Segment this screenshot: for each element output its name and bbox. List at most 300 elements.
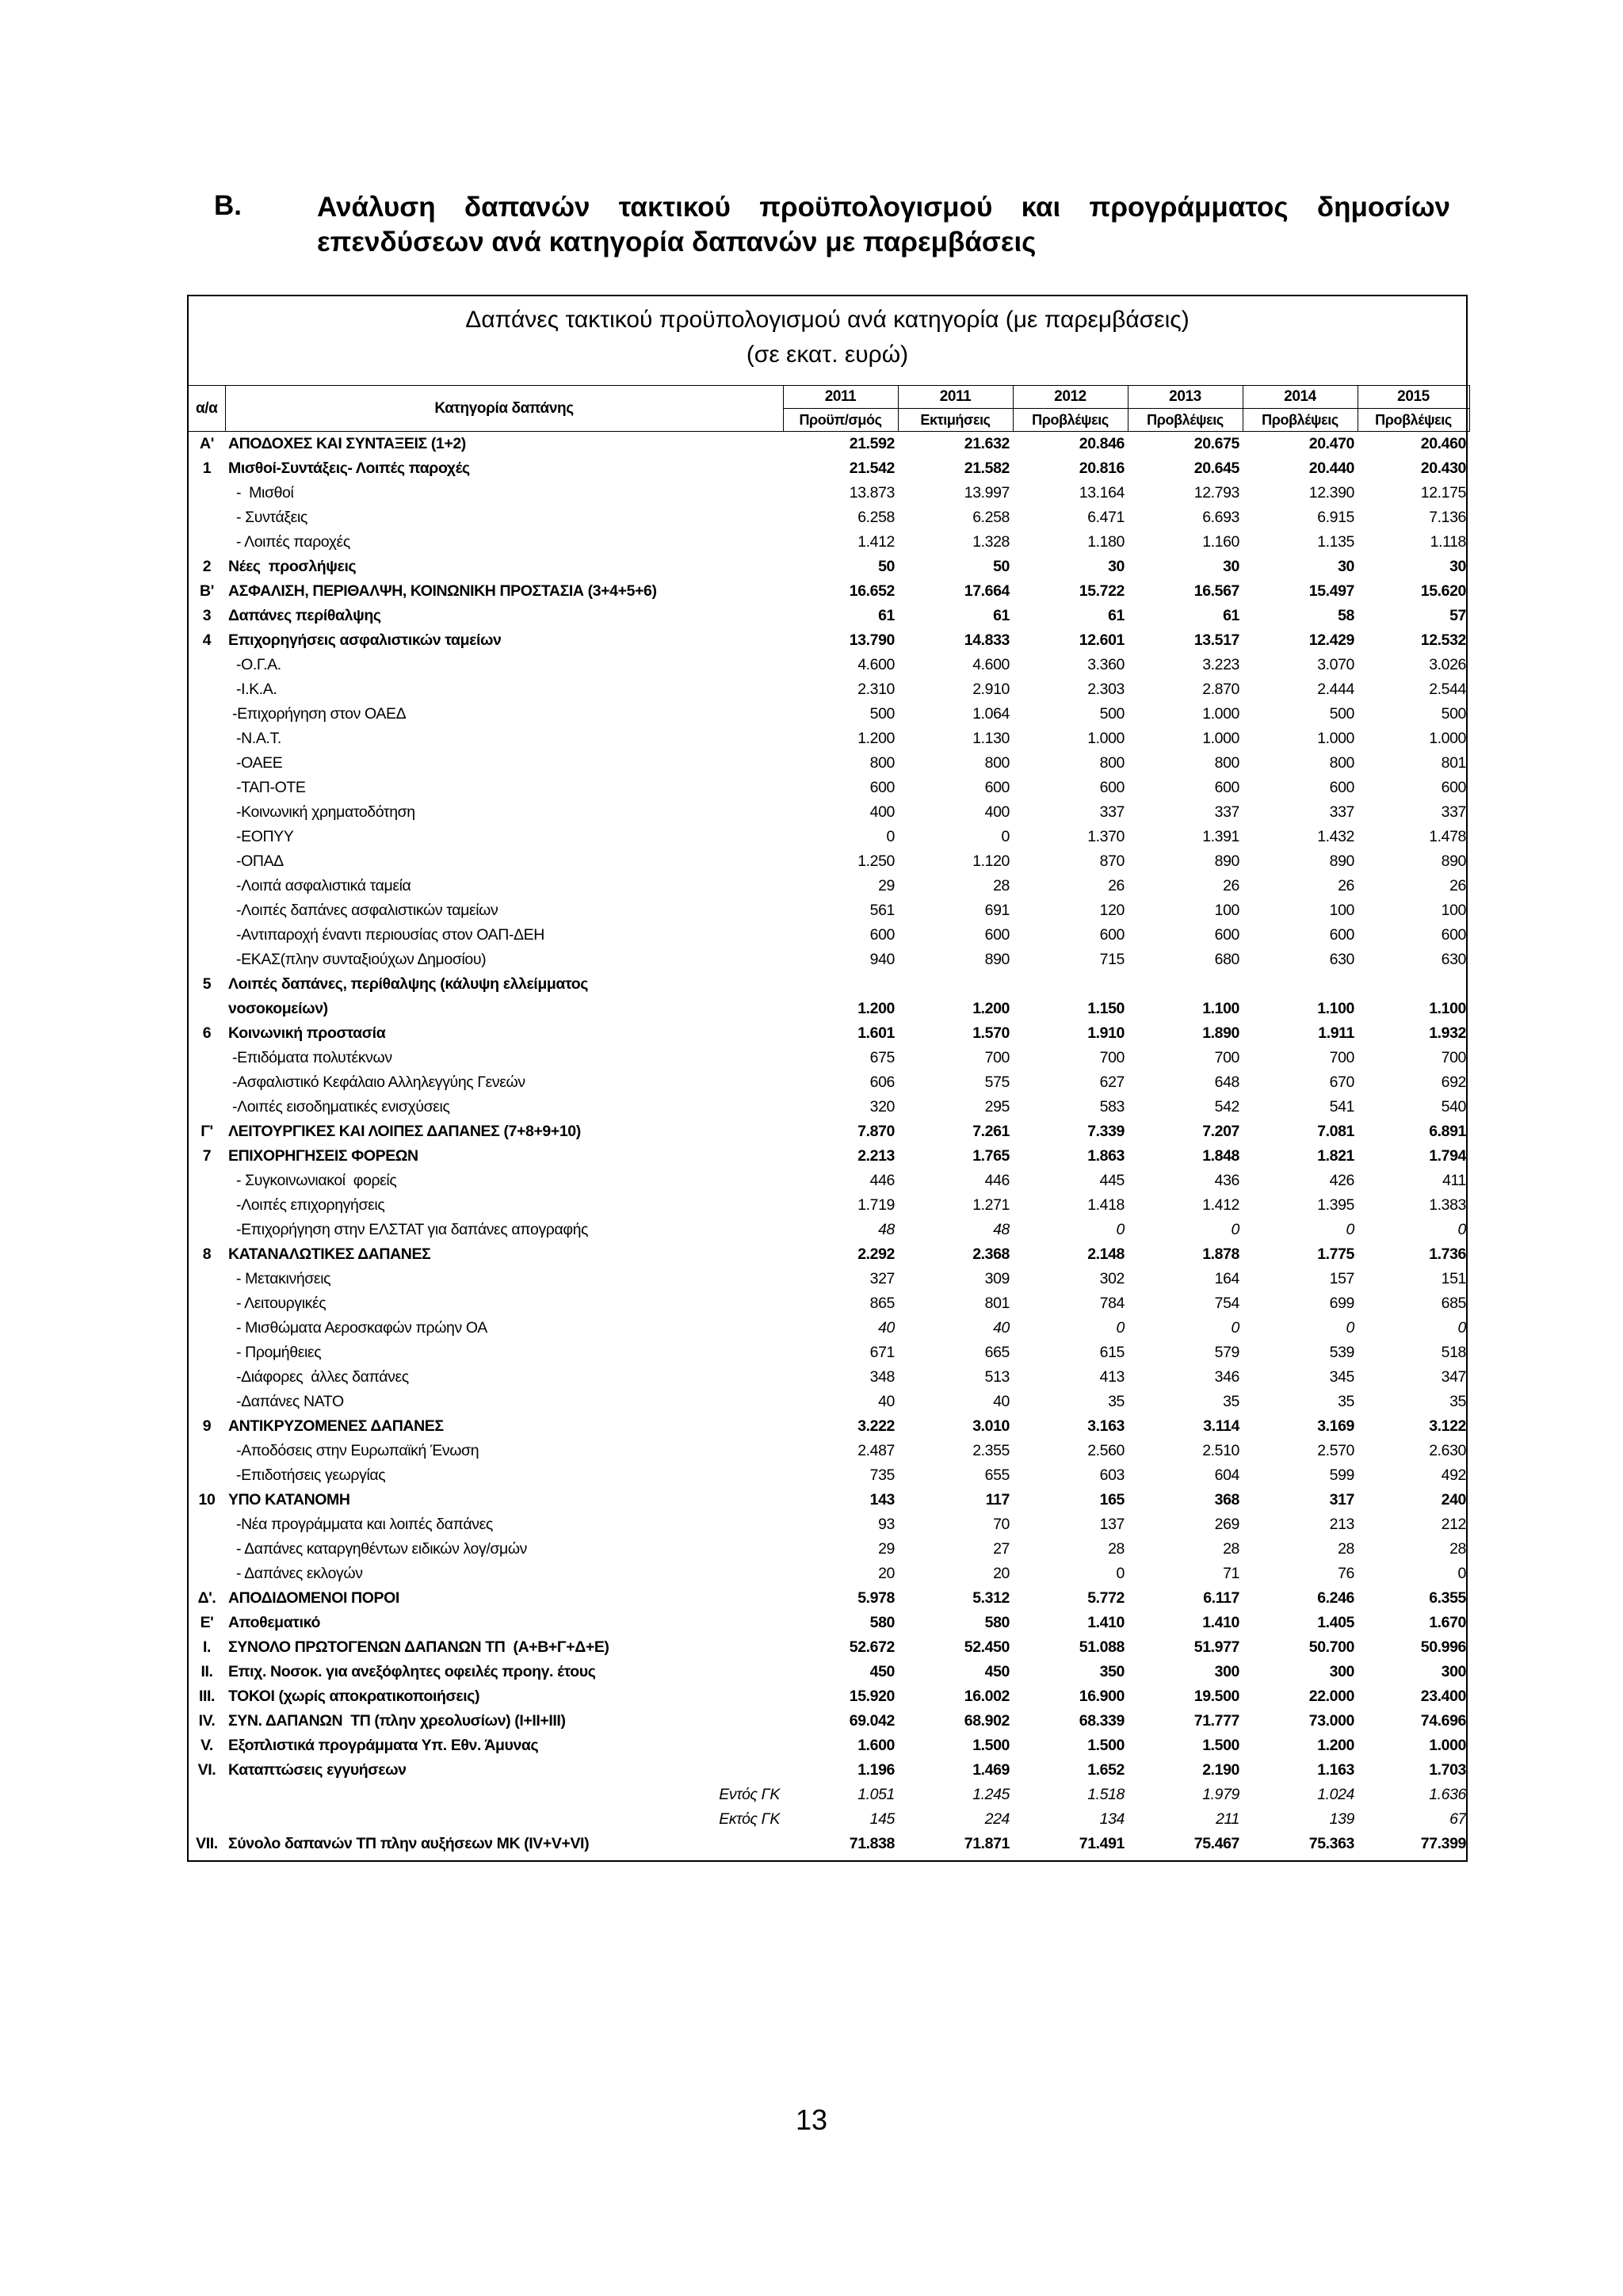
cell-value: 735 [869, 1466, 895, 1484]
cell-value: 604 [1214, 1466, 1239, 1484]
cell-value: 1.500 [1087, 1737, 1125, 1754]
table-row [189, 727, 1469, 751]
cell-value: 337 [1099, 803, 1125, 821]
cell-value: 16.652 [849, 582, 895, 600]
table-row [189, 1512, 1469, 1537]
cell-value: 400 [984, 803, 1010, 821]
row-label: - Μισθοί [228, 484, 294, 502]
cell-value: 51.088 [1079, 1638, 1125, 1656]
cell-value: 4.600 [972, 656, 1010, 673]
cell-value: 1.100 [1429, 1000, 1466, 1017]
cell-value: 411 [1442, 1172, 1466, 1189]
cell-value: 1.719 [857, 1196, 895, 1214]
cell-value: 5.312 [972, 1589, 1010, 1607]
cell-value: 26 [1108, 877, 1125, 894]
row-code [189, 1218, 225, 1242]
table-row [189, 1365, 1469, 1390]
cell-value: 446 [869, 1172, 895, 1189]
cell-value: 30 [1449, 558, 1466, 575]
row-code: 1 [202, 460, 212, 477]
table-title [189, 296, 1466, 372]
cell-value: 599 [1329, 1466, 1354, 1484]
cell-value: 76 [1338, 1565, 1354, 1582]
cell-value: 630 [1329, 951, 1354, 968]
col-header-code: α/α [189, 386, 225, 432]
cell-value: 30 [1223, 558, 1239, 575]
table-row [189, 751, 1469, 776]
cell-value: 100 [1329, 902, 1354, 919]
cell-value: 561 [869, 902, 895, 919]
cell-value: 665 [984, 1344, 1010, 1361]
cell-value: 1.024 [1317, 1786, 1354, 1803]
cell-value: 600 [984, 779, 1010, 796]
cell-value: 7.207 [1202, 1123, 1239, 1140]
table-row [189, 1463, 1469, 1488]
cell-value: 600 [1441, 779, 1466, 796]
row-label: ΑΠΟΔΟΧΕΣ ΚΑΙ ΣΥΝΤΑΞΕΙΣ (1+2) [228, 435, 466, 452]
cell-value: 164 [1214, 1270, 1239, 1287]
cell-value: 500 [1329, 705, 1354, 723]
cell-value: 600 [1099, 779, 1125, 796]
row-code [189, 1169, 225, 1193]
col-header-year: 2011 [898, 386, 1013, 409]
cell-value: 2.910 [972, 681, 1010, 698]
row-label: Μισθοί-Συντάξεις- Λοιπές παροχές [228, 460, 470, 477]
cell-value: 120 [1099, 902, 1125, 919]
cell-value: 413 [1099, 1368, 1125, 1386]
cell-value: 1.120 [972, 852, 1010, 870]
cell-value: 1.200 [1317, 1737, 1354, 1754]
table-row [189, 1414, 1469, 1439]
cell-value: 0 [886, 828, 895, 845]
cell-value: 513 [984, 1368, 1010, 1386]
cell-value: 30 [1108, 558, 1125, 575]
cell-value: 1.391 [1202, 828, 1239, 845]
cell-value: 2.487 [857, 1442, 895, 1459]
row-label: -Λοιπά ασφαλιστικά ταμεία [228, 877, 411, 894]
row-label: Εντός ΓΚ [719, 1786, 780, 1803]
cell-value: 93 [878, 1516, 895, 1533]
cell-value: 7.261 [972, 1123, 1010, 1140]
row-code [189, 1046, 225, 1070]
cell-value: 630 [1441, 951, 1466, 968]
cell-value: 0 [1116, 1221, 1125, 1238]
cell-value: 1.601 [857, 1024, 895, 1042]
row-label: -Ο.Γ.Α. [228, 656, 281, 673]
cell-value: 16.900 [1079, 1688, 1125, 1705]
cell-value: 1.670 [1429, 1614, 1466, 1631]
cell-value: 3.070 [1317, 656, 1354, 673]
cell-value: 28 [1223, 1540, 1239, 1558]
col-header-type: Προβλέψεις [1358, 409, 1469, 432]
cell-value: 337 [1329, 803, 1354, 821]
row-label: ΣΥΝ. ΔΑΠΑΝΩΝ ΤΠ (πλην χρεολυσίων) (Ι+ΙΙ+ΙΙΙ) [228, 1712, 566, 1730]
table-row [189, 628, 1469, 653]
cell-value: 450 [984, 1663, 1010, 1680]
row-label: Αποθεματικό [228, 1614, 320, 1631]
cell-value: 15.722 [1079, 582, 1125, 600]
row-code [189, 1537, 225, 1562]
row-label: ΑΣΦΑΛΙΣΗ, ΠΕΡΙΘΑΛΨΗ, ΚΟΙΝΩΝΙΚΗ ΠΡΟΣΤΑΣΙΑ (3+4+5+6) [228, 582, 657, 600]
cell-value: 20.675 [1193, 435, 1239, 452]
col-header-type: Εκτιμήσεις [898, 409, 1013, 432]
table-row [189, 530, 1469, 555]
row-label: -Κοινωνική χρηματοδότηση [228, 803, 415, 821]
cell-value: 1.469 [972, 1761, 1010, 1779]
table-row [189, 849, 1469, 874]
cell-value: 1.370 [1087, 828, 1125, 845]
cell-value: 269 [1214, 1516, 1239, 1533]
cell-value: 17.664 [964, 582, 1010, 600]
cell-value: 2.303 [1087, 681, 1125, 698]
cell-value: 1.051 [857, 1786, 895, 1803]
cell-value: 28 [1338, 1540, 1354, 1558]
table-row [189, 1291, 1469, 1316]
table-title-line1: Δαπάνες τακτικού προϋπολογισμού ανά κατηγορία (με παρεμβάσεις) [465, 307, 1190, 333]
cell-value: 68.339 [1079, 1712, 1125, 1730]
row-label: Νέες προσλήψεις [228, 558, 357, 575]
table-row [189, 1144, 1469, 1169]
cell-value: 579 [1214, 1344, 1239, 1361]
row-code: V. [200, 1737, 213, 1754]
cell-value: 500 [1441, 705, 1466, 723]
cell-value: 48 [878, 1221, 895, 1238]
cell-value: 600 [984, 926, 1010, 944]
table-row [189, 505, 1469, 530]
row-code [189, 702, 225, 727]
row-label: ΛΕΙΤΟΥΡΓΙΚΕΣ ΚΑΙ ΛΟΙΠΕΣ ΔΑΠΑΝΕΣ (7+8+9+10) [228, 1123, 581, 1140]
cell-value: 600 [1214, 926, 1239, 944]
cell-value: 606 [869, 1074, 895, 1091]
row-code [189, 1316, 225, 1341]
cell-value: 1.500 [1202, 1737, 1239, 1754]
cell-value: 1.100 [1317, 1000, 1354, 1017]
row-code [189, 677, 225, 702]
cell-value: 77.399 [1420, 1835, 1466, 1852]
cell-value: 50 [993, 558, 1010, 575]
cell-value: 21.592 [849, 435, 895, 452]
cell-value: 1.600 [857, 1737, 895, 1754]
row-label: -Λοιπές εισοδηματικές ενισχύσεις [228, 1098, 450, 1116]
cell-value: 600 [1099, 926, 1125, 944]
cell-value: 627 [1099, 1074, 1125, 1091]
cell-value: 6.915 [1317, 509, 1354, 526]
cell-value: 2.190 [1202, 1761, 1239, 1779]
cell-value: 71.871 [964, 1835, 1010, 1852]
cell-value: 3.026 [1429, 656, 1466, 673]
row-label: - Προμήθειες [228, 1344, 322, 1361]
cell-value: 500 [1099, 705, 1125, 723]
row-code [189, 1390, 225, 1414]
cell-value: 3.222 [857, 1417, 895, 1435]
cell-value: 295 [984, 1098, 1010, 1116]
row-code [189, 1463, 225, 1488]
cell-value: 3.114 [1203, 1417, 1239, 1435]
cell-value: 71.777 [1193, 1712, 1239, 1730]
cell-value: 603 [1099, 1466, 1125, 1484]
cell-value: 1.000 [1087, 730, 1125, 747]
cell-value: 6.258 [972, 509, 1010, 526]
table-row [189, 1537, 1469, 1562]
cell-value: 890 [1441, 852, 1466, 870]
cell-value: 542 [1214, 1098, 1239, 1116]
cell-value: 368 [1214, 1491, 1239, 1508]
cell-value: 165 [1099, 1491, 1125, 1508]
table-row [189, 898, 1469, 923]
cell-value: 52.450 [964, 1638, 1010, 1656]
row-label: -ΕΟΠΥΥ [228, 828, 294, 845]
row-label: -Επιχορήγηση στον ΟΑΕΔ [228, 705, 407, 723]
table-row [189, 604, 1469, 628]
section-title: Ανάλυση δαπανών τακτικού προϋπολογισμού και προγράμματος δημοσίων επενδύσεων ανά κατηγορία δαπανών με παρεμβάσεις [317, 192, 1450, 257]
cell-value: 74.696 [1420, 1712, 1466, 1730]
col-header-year: 2014 [1243, 386, 1358, 409]
cell-value: 1.118 [1430, 533, 1466, 551]
row-code [189, 898, 225, 923]
col-header-year: 2011 [783, 386, 898, 409]
row-label: -Ι.Κ.Α. [228, 681, 277, 698]
page-number: 13 [795, 2103, 828, 2136]
cell-value: 22.000 [1308, 1688, 1354, 1705]
cell-value: 240 [1441, 1491, 1466, 1508]
cell-value: 6.693 [1202, 509, 1239, 526]
cell-value: 67 [1449, 1810, 1466, 1828]
row-label: Κοινωνική προστασία [228, 1024, 386, 1042]
cell-value: 600 [1214, 779, 1239, 796]
cell-value: 1.405 [1317, 1614, 1354, 1631]
row-code: 5 [202, 975, 212, 993]
cell-value: 715 [1099, 951, 1125, 968]
cell-value: 600 [1329, 779, 1354, 796]
cell-value: 540 [1441, 1098, 1466, 1116]
row-label: -Αποδόσεις στην Ευρωπαϊκή Ένωση [228, 1442, 479, 1459]
table-title-line2: (σε εκατ. ευρώ) [746, 341, 909, 368]
cell-value: 615 [1099, 1344, 1125, 1361]
cell-value: 1.000 [1429, 1737, 1466, 1754]
row-code: 9 [202, 1417, 212, 1435]
row-code [189, 1070, 225, 1095]
cell-value: 7.339 [1087, 1123, 1125, 1140]
cell-value: 345 [1329, 1368, 1354, 1386]
row-code [189, 948, 225, 972]
cell-value: 6.355 [1429, 1589, 1466, 1607]
row-code: VI. [197, 1761, 216, 1779]
cell-value: 1.163 [1317, 1761, 1354, 1779]
row-code: 6 [202, 1024, 212, 1042]
cell-value: 224 [984, 1810, 1010, 1828]
row-code [189, 849, 225, 874]
cell-value: 35 [1338, 1393, 1354, 1410]
table-row [189, 1070, 1469, 1095]
cell-value: 2.444 [1317, 681, 1354, 698]
cell-value: 4.600 [857, 656, 895, 673]
cell-value: 300 [1214, 1663, 1239, 1680]
row-label: -Λοιπές δαπάνες ασφαλιστικών ταμείων [228, 902, 498, 919]
cell-value: 1.878 [1202, 1245, 1239, 1263]
row-label: Εξοπλιστικά προγράμματα Υπ. Εθν. Άμυνας [228, 1737, 539, 1754]
row-label: - Λοιπές παροχές [228, 533, 350, 551]
row-label: -Λοιπές επιχορηγήσεις [228, 1196, 385, 1214]
row-label: - Συγκοινωνιακοί φορείς [228, 1172, 397, 1189]
cell-value: 213 [1329, 1516, 1354, 1533]
cell-value: 12.532 [1420, 631, 1466, 649]
row-code: Ε' [200, 1614, 214, 1631]
cell-value: 1.245 [972, 1786, 1010, 1803]
cell-value: 71.838 [849, 1835, 895, 1852]
table-row [189, 555, 1469, 579]
table-row [189, 432, 1469, 457]
table-row [189, 1095, 1469, 1119]
cell-value: 539 [1329, 1344, 1354, 1361]
cell-value: 0 [1346, 1221, 1354, 1238]
row-code [189, 1291, 225, 1316]
cell-value: 12.601 [1079, 631, 1125, 649]
cell-value: 13.517 [1193, 631, 1239, 649]
cell-value: 700 [1441, 1049, 1466, 1066]
section-letter: Β. [214, 190, 242, 221]
cell-value: 28 [993, 877, 1010, 894]
col-header-type: Προϋπ/σμός [783, 409, 898, 432]
row-code: VII. [196, 1835, 218, 1852]
cell-value: 20 [993, 1565, 1010, 1582]
row-code [189, 751, 225, 776]
row-code [189, 727, 225, 751]
table-row [189, 825, 1469, 849]
cell-value: 1.328 [972, 533, 1010, 551]
table-row [189, 1267, 1469, 1291]
cell-value: 800 [984, 754, 1010, 772]
cell-value: 29 [878, 877, 895, 894]
row-code: 4 [202, 631, 212, 649]
cell-value: 691 [984, 902, 1010, 919]
cell-value: 450 [869, 1663, 895, 1680]
cell-value: 1.250 [857, 852, 895, 870]
row-code [189, 1267, 225, 1291]
cell-value: 1.890 [1202, 1024, 1239, 1042]
row-label: Λοιπές δαπάνες, περίθαλψης (κάλυψη ελλείμματος [228, 975, 588, 993]
table-row [189, 456, 1469, 481]
cell-value: 492 [1441, 1466, 1466, 1484]
cell-value: 1.652 [1087, 1761, 1125, 1779]
table-row [189, 1709, 1469, 1733]
row-code: ΙΙΙ. [198, 1688, 216, 1705]
cell-value: 700 [1099, 1049, 1125, 1066]
row-label: -ΟΑΕΕ [228, 754, 283, 772]
row-label: ΑΠΟΔΙΔΟΜΕΝΟΙ ΠΟΡΟΙ [228, 1589, 399, 1607]
cell-value: 1.932 [1429, 1024, 1466, 1042]
cell-value: 26 [1338, 877, 1354, 894]
row-code [189, 800, 225, 825]
cell-value: 6.246 [1317, 1589, 1354, 1607]
table-row [189, 702, 1469, 727]
cell-value: 40 [993, 1319, 1010, 1337]
table-row [189, 1684, 1469, 1709]
cell-value: 50.996 [1420, 1638, 1466, 1656]
table-row [189, 1316, 1469, 1341]
cell-value: 7.136 [1429, 509, 1466, 526]
cell-value: 2.310 [857, 681, 895, 698]
cell-value: 680 [1214, 951, 1239, 968]
cell-value: 61 [1108, 607, 1125, 624]
cell-value: 27 [993, 1540, 1010, 1558]
cell-value: 800 [869, 754, 895, 772]
cell-value: 50.700 [1308, 1638, 1354, 1656]
cell-value: 0 [1116, 1319, 1125, 1337]
cell-value: 117 [985, 1491, 1010, 1508]
cell-value: 134 [1099, 1810, 1125, 1828]
row-code [189, 1562, 225, 1586]
row-label: - Συντάξεις [228, 509, 307, 526]
cell-value: 29 [878, 1540, 895, 1558]
cell-value: 800 [1329, 754, 1354, 772]
cell-value: 699 [1329, 1295, 1354, 1312]
cell-value: 347 [1441, 1368, 1466, 1386]
cell-value: 0 [1231, 1319, 1239, 1337]
cell-value: 1.196 [857, 1761, 895, 1779]
table-row [189, 1635, 1469, 1660]
cell-value: 1.135 [1317, 533, 1354, 551]
cell-value: 61 [993, 607, 1010, 624]
cell-value: 600 [1329, 926, 1354, 944]
cell-value: 309 [984, 1270, 1010, 1287]
cell-value: 26 [1449, 877, 1466, 894]
cell-value: 2.148 [1087, 1245, 1125, 1263]
cell-value: 600 [869, 779, 895, 796]
cell-value: 50 [878, 558, 895, 575]
cell-value: 1.200 [972, 1000, 1010, 1017]
cell-value: 40 [878, 1319, 895, 1337]
row-label: ΕΠΙΧΟΡΗΓΗΣΕΙΣ ΦΟΡΕΩΝ [228, 1147, 418, 1165]
row-label: -Νέα προγράμματα και λοιπές δαπάνες [228, 1516, 493, 1533]
col-header-year: 2013 [1128, 386, 1243, 409]
cell-value: 68.902 [964, 1712, 1010, 1730]
row-label: -ΕΚΑΣ(πλην συνταξιούχων Δημοσίου) [228, 951, 487, 968]
cell-value: 139 [1329, 1810, 1354, 1828]
cell-value: 71.491 [1079, 1835, 1125, 1852]
row-label: ΥΠΟ ΚΑΤΑΝΟΜΗ [228, 1491, 350, 1508]
table-row [189, 1218, 1469, 1242]
cell-value: 518 [1441, 1344, 1466, 1361]
cell-value: 48 [993, 1221, 1010, 1238]
row-code [189, 653, 225, 677]
table-row [189, 1832, 1469, 1856]
row-label: - Λειτουργικές [228, 1295, 327, 1312]
row-label: -ΤΑΠ-ΟΤΕ [228, 779, 306, 796]
cell-value: 143 [869, 1491, 895, 1508]
cell-value: 58 [1338, 607, 1354, 624]
row-label: -ΟΠΑΔ [228, 852, 284, 870]
col-header-type: Προβλέψεις [1243, 409, 1358, 432]
row-label: ΑΝΤΙΚΡΥΖΟΜΕΝΕΣ ΔΑΠΑΝΕΣ [228, 1417, 444, 1435]
cell-value: 600 [869, 926, 895, 944]
row-code: 8 [202, 1245, 212, 1263]
cell-value: 15.620 [1420, 582, 1466, 600]
cell-value: 69.042 [849, 1712, 895, 1730]
cell-value: 0 [1116, 1565, 1125, 1582]
table-row [189, 1488, 1469, 1512]
cell-value: 61 [1223, 607, 1239, 624]
cell-value: 1.395 [1317, 1196, 1354, 1214]
table-row [189, 1611, 1469, 1635]
cell-value: 12.175 [1420, 484, 1466, 502]
cell-value: 26 [1223, 877, 1239, 894]
cell-value: 1.412 [857, 533, 895, 551]
cell-value: 20.846 [1079, 435, 1125, 452]
row-code: Β' [200, 582, 214, 600]
table-row [189, 923, 1469, 948]
cell-value: 2.870 [1202, 681, 1239, 698]
row-code: ΙV. [198, 1712, 216, 1730]
